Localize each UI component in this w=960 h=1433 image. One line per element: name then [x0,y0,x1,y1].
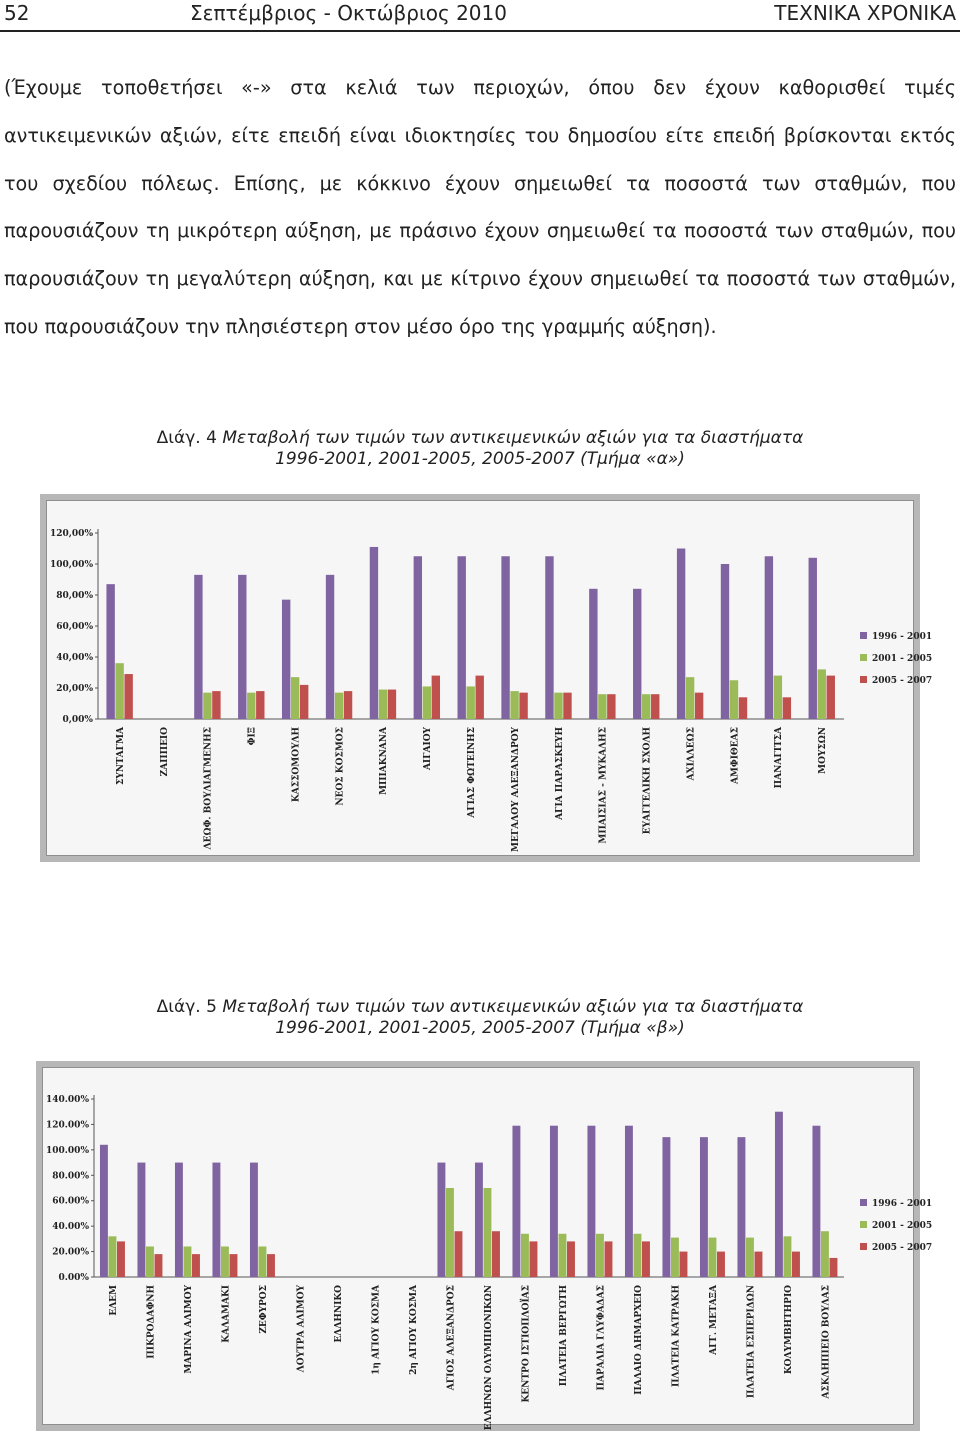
chart-svg [42,1067,933,1431]
bar [115,663,123,719]
x-tick-label: ΕΥΑΓΓΕΛΙΚΗ ΣΧΟΛΗ [642,727,653,835]
bar [830,1258,838,1277]
bar [633,1234,641,1277]
bar [721,564,729,719]
x-tick-label: ΠΑΡΑΛΙΑ ΓΛΥΦΑΔΑΣ [596,1285,607,1391]
figure5-caption [0,997,960,1039]
bar [137,1163,145,1277]
x-tick-label: ΑΙΓΑΙΟΥ [423,727,434,771]
x-tick-label: ΜΑΡΙΝΑ ΑΛΙΜΟΥ [183,1285,194,1374]
bar [521,1234,529,1277]
figure5-caption-line1: Μεταβολή των τιμών των αντικειμενικών αξιών για τα διαστήματα [222,997,804,1017]
bar [717,1252,725,1277]
x-tick-label: ΕΛΛΗΝΩΝ ΟΛΥΜΠΙΟΝΙΚΩΝ [483,1285,494,1431]
bar [437,1163,445,1277]
y-tick-label: 120.00% [46,1120,89,1131]
bar [775,1112,783,1277]
bar [291,677,299,719]
bar [765,556,773,719]
x-tick-label: ΚΑΛΑΜΑΚΙ [221,1285,232,1343]
bar [545,556,553,719]
figure4-caption-line2: 1996-2001, 2001-2005, 2005-2007 (Τμήμα «α») [275,449,685,469]
bar [642,694,650,719]
y-tick-label: 100.00% [46,1145,89,1156]
y-tick-label: 60.00% [52,1196,89,1207]
figure4-caption-line1: Μεταβολή των τιμών των αντικειμενικών αξιών για τα διαστήματα [222,428,804,448]
y-tick-label: 120,00% [50,529,93,539]
bar [483,1188,491,1277]
x-tick-label: ΖΑΠΠΕΙΟ [159,727,170,777]
bar [192,1254,200,1277]
bar [414,556,422,719]
bar [256,691,264,719]
legend-label: 2005 - 2007 [872,1243,933,1253]
bar [183,1246,191,1277]
bar [458,556,466,719]
bar [827,676,835,719]
bar [677,549,685,720]
bar [370,547,378,719]
x-tick-label: ΜΕΓΑΛΟΥ ΑΛΕΞΑΝΔΡΟΥ [510,727,521,852]
bar [510,691,518,719]
chart-svg [46,500,933,856]
legend-label: 2001 - 2005 [872,654,933,664]
bar [625,1126,633,1277]
x-tick-label: ΕΛΕΜ [108,1285,119,1316]
bar [300,685,308,719]
bar [282,600,290,719]
bar [737,1137,745,1277]
x-tick-label: ΠΛΑΤΕΙΑ ΕΣΠΕΡΙΔΩΝ [746,1285,757,1399]
x-tick-label: ΚΟΛΥΜΒΗΤΗΡΙΟ [783,1285,794,1375]
y-tick-label: 40.00% [52,1222,89,1233]
bar [642,1241,650,1277]
x-tick-label: ΑΣΚΛΗΠΙΕΙΟ ΒΟΥΛΑΣ [821,1285,832,1399]
bar [455,1231,463,1277]
bar [739,697,747,719]
y-tick-label: 0,00% [62,715,93,725]
journal-title: ΤΕΧΝΙΚΑ ΧΡΟΝΙΚΑ [774,1,956,25]
bar [423,686,431,719]
bar [467,686,475,719]
x-tick-label: ΣΥΝΤΑΓΜΑ [115,727,126,786]
bar [812,1126,820,1277]
bar [203,693,211,719]
legend-swatch [860,632,867,639]
x-tick-label: ΛΕΩΦ. ΒΟΥΛΙΑΓΜΕΝΗΣ [203,727,214,850]
x-tick-label: ΑΓΙΟΣ ΑΛΕΞΑΝΔΡΟΣ [446,1285,457,1391]
bar [680,1252,688,1277]
y-tick-label: 0.00% [58,1273,89,1283]
bar [708,1238,716,1277]
bar [100,1145,108,1277]
bar [686,677,694,719]
bar [512,1126,520,1277]
bar [250,1163,258,1277]
y-tick-label: 20,00% [56,684,93,694]
x-tick-label: ΦΙΞ [247,727,258,746]
bar [662,1137,670,1277]
y-tick-label: 140.00% [46,1095,89,1105]
legend-swatch [860,1221,867,1228]
bar [335,693,343,719]
bar [598,694,606,719]
bar [212,691,220,719]
bar [605,1241,613,1277]
x-tick-label: ΑΓΓ. ΜΕΤΑΞΑ [708,1285,719,1355]
bar [589,589,597,719]
bar [774,676,782,719]
x-tick-label: ΛΟΥΤΡΑ ΑΛΙΜΟΥ [296,1285,307,1373]
bar [446,1188,454,1277]
x-tick-label: 1η ΑΓΙΟΥ ΚΟΣΜΑ [371,1285,382,1375]
bar [818,669,826,719]
page-header [0,0,960,32]
x-tick-label: ΖΕΦΥΡΟΣ [258,1285,269,1334]
y-tick-label: 40,00% [56,653,93,663]
x-tick-label: ΚΑΣΣΟΜΟΥΛΗ [291,727,302,803]
chart-figure4 [40,494,933,862]
bar [792,1252,800,1277]
bar [730,680,738,719]
bar [221,1246,229,1277]
x-tick-label: ΠΑΛΑΙΟ ΔΗΜΑΡΧΕΙΟ [633,1285,644,1395]
bar [212,1163,220,1277]
bar [344,691,352,719]
bar [558,1234,566,1277]
figure4-caption [0,428,960,470]
x-tick-label: ΑΧΙΛΛΕΩΣ [686,727,697,781]
bar [554,693,562,719]
bar [108,1236,116,1277]
x-tick-label: ΑΜΦΙΘΕΑΣ [730,727,741,785]
bar [155,1254,163,1277]
chart-figure5 [36,1061,933,1431]
figure5-caption-line2: 1996-2001, 2001-2005, 2005-2007 (Τμήμα «β») [275,1018,685,1038]
bar [530,1241,538,1277]
y-tick-label: 100,00% [50,560,93,570]
bar [809,558,817,719]
bar [117,1241,125,1277]
x-tick-label: ΕΛΛΗΝΙΚΟ [333,1285,344,1343]
bar [783,697,791,719]
bar [501,556,509,719]
bar [247,693,255,719]
figure4-label: Διάγ. 4 [156,428,217,448]
bar [379,690,387,719]
bar [695,693,703,719]
bar [175,1163,183,1277]
bar [519,693,527,719]
bar [258,1246,266,1277]
figure5-label: Διάγ. 5 [156,997,217,1017]
page-number: 52 [4,1,30,25]
legend-swatch [860,676,867,683]
y-tick-label: 20.00% [52,1247,89,1258]
x-tick-label: ΜΟΥΣΩΝ [818,727,829,774]
bar [567,1241,575,1277]
issue-date: Σεπτέμβριος - Οκτώβριος 2010 [190,1,507,25]
legend-label: 1996 - 2001 [872,1199,933,1209]
x-tick-label: ΜΠΙΑΚΝΑΝΑ [379,727,390,795]
bar [563,693,571,719]
bar [596,1234,604,1277]
bar [238,575,246,719]
bar [326,575,334,719]
bar [476,676,484,719]
y-tick-label: 60,00% [56,622,93,632]
x-tick-label: ΑΓΙΑΣ ΦΩΤΕΙΝΗΣ [467,727,477,818]
legend-label: 2001 - 2005 [872,1221,933,1231]
bar [194,575,202,719]
x-tick-label: ΠΛΑΤΕΙΑ ΚΑΤΡΑΚΗ [671,1285,682,1387]
legend-swatch [860,1199,867,1206]
bar [783,1236,791,1277]
y-tick-label: 80,00% [56,591,93,601]
bar [267,1254,275,1277]
bar [146,1246,154,1277]
legend-label: 2005 - 2007 [872,676,933,686]
bar [492,1231,500,1277]
x-tick-label: ΜΠΑΙΣΙΑΣ - ΜΥΚΑΛΗΣ [598,727,609,844]
bar [746,1238,754,1277]
x-tick-label: 2η ΑΓΙΟΥ ΚΟΣΜΑ [408,1285,419,1375]
y-tick-label: 80.00% [52,1171,89,1182]
bar [700,1137,708,1277]
body-paragraph: (Έχουμε τοποθετήσει «-» στα κελιά των περιοχών, όπου δεν έχουν καθορισθεί τιμές αντικειμενικών αξιών, είτε επειδή είναι ιδιοκτησίες του δημοσίου είτε επειδή βρίσκονται εκτός του σχεδίου πόλεως. Επίσης, με κόκκινο έχουν σημειωθεί τα ποσοστά των σταθμών, που παρουσιάζουν τη μικρότερη αύξηση, με πράσινο έχουν σημειωθεί τα ποσοστά των σταθμών, που παρουσιάζουν τη μεγαλύτερη αύξηση, και με κίτρινο έχουν σημειωθεί τα ποσοστά των σταθμών, που παρουσιάζουν την πλησιέστερη στον μέσο όρο της γραμμής αύξηση). [4,76,956,338]
x-tick-label: ΠΛΑΤΕΙΑ ΒΕΡΓΩΤΗ [558,1285,569,1387]
legend-label: 1996 - 2001 [872,632,933,642]
bar [388,690,396,719]
bar [607,694,615,719]
bar [124,674,132,719]
bar [475,1163,483,1277]
bar [651,694,659,719]
bar [106,584,114,719]
bar [230,1254,238,1277]
bar [821,1231,829,1277]
x-tick-label: ΠΑΝΑΓΙΤΣΑ [774,727,785,789]
legend-swatch [860,654,867,661]
bar [633,589,641,719]
bar [550,1126,558,1277]
x-tick-label: ΠΙΚΡΟΔΑΦΝΗ [146,1285,157,1359]
bar [432,676,440,719]
x-tick-label: ΝΕΟΣ ΚΟΣΜΟΣ [335,727,346,806]
bar [587,1126,595,1277]
x-tick-label: ΚΕΝΤΡΟ ΙΣΤΙΟΠΛΟΪΑΣ [521,1285,532,1403]
bar [671,1238,679,1277]
bar [755,1252,763,1277]
x-tick-label: ΑΓΙΑ ΠΑΡΑΣΚΕΥΗ [554,727,565,820]
legend-swatch [860,1243,867,1250]
